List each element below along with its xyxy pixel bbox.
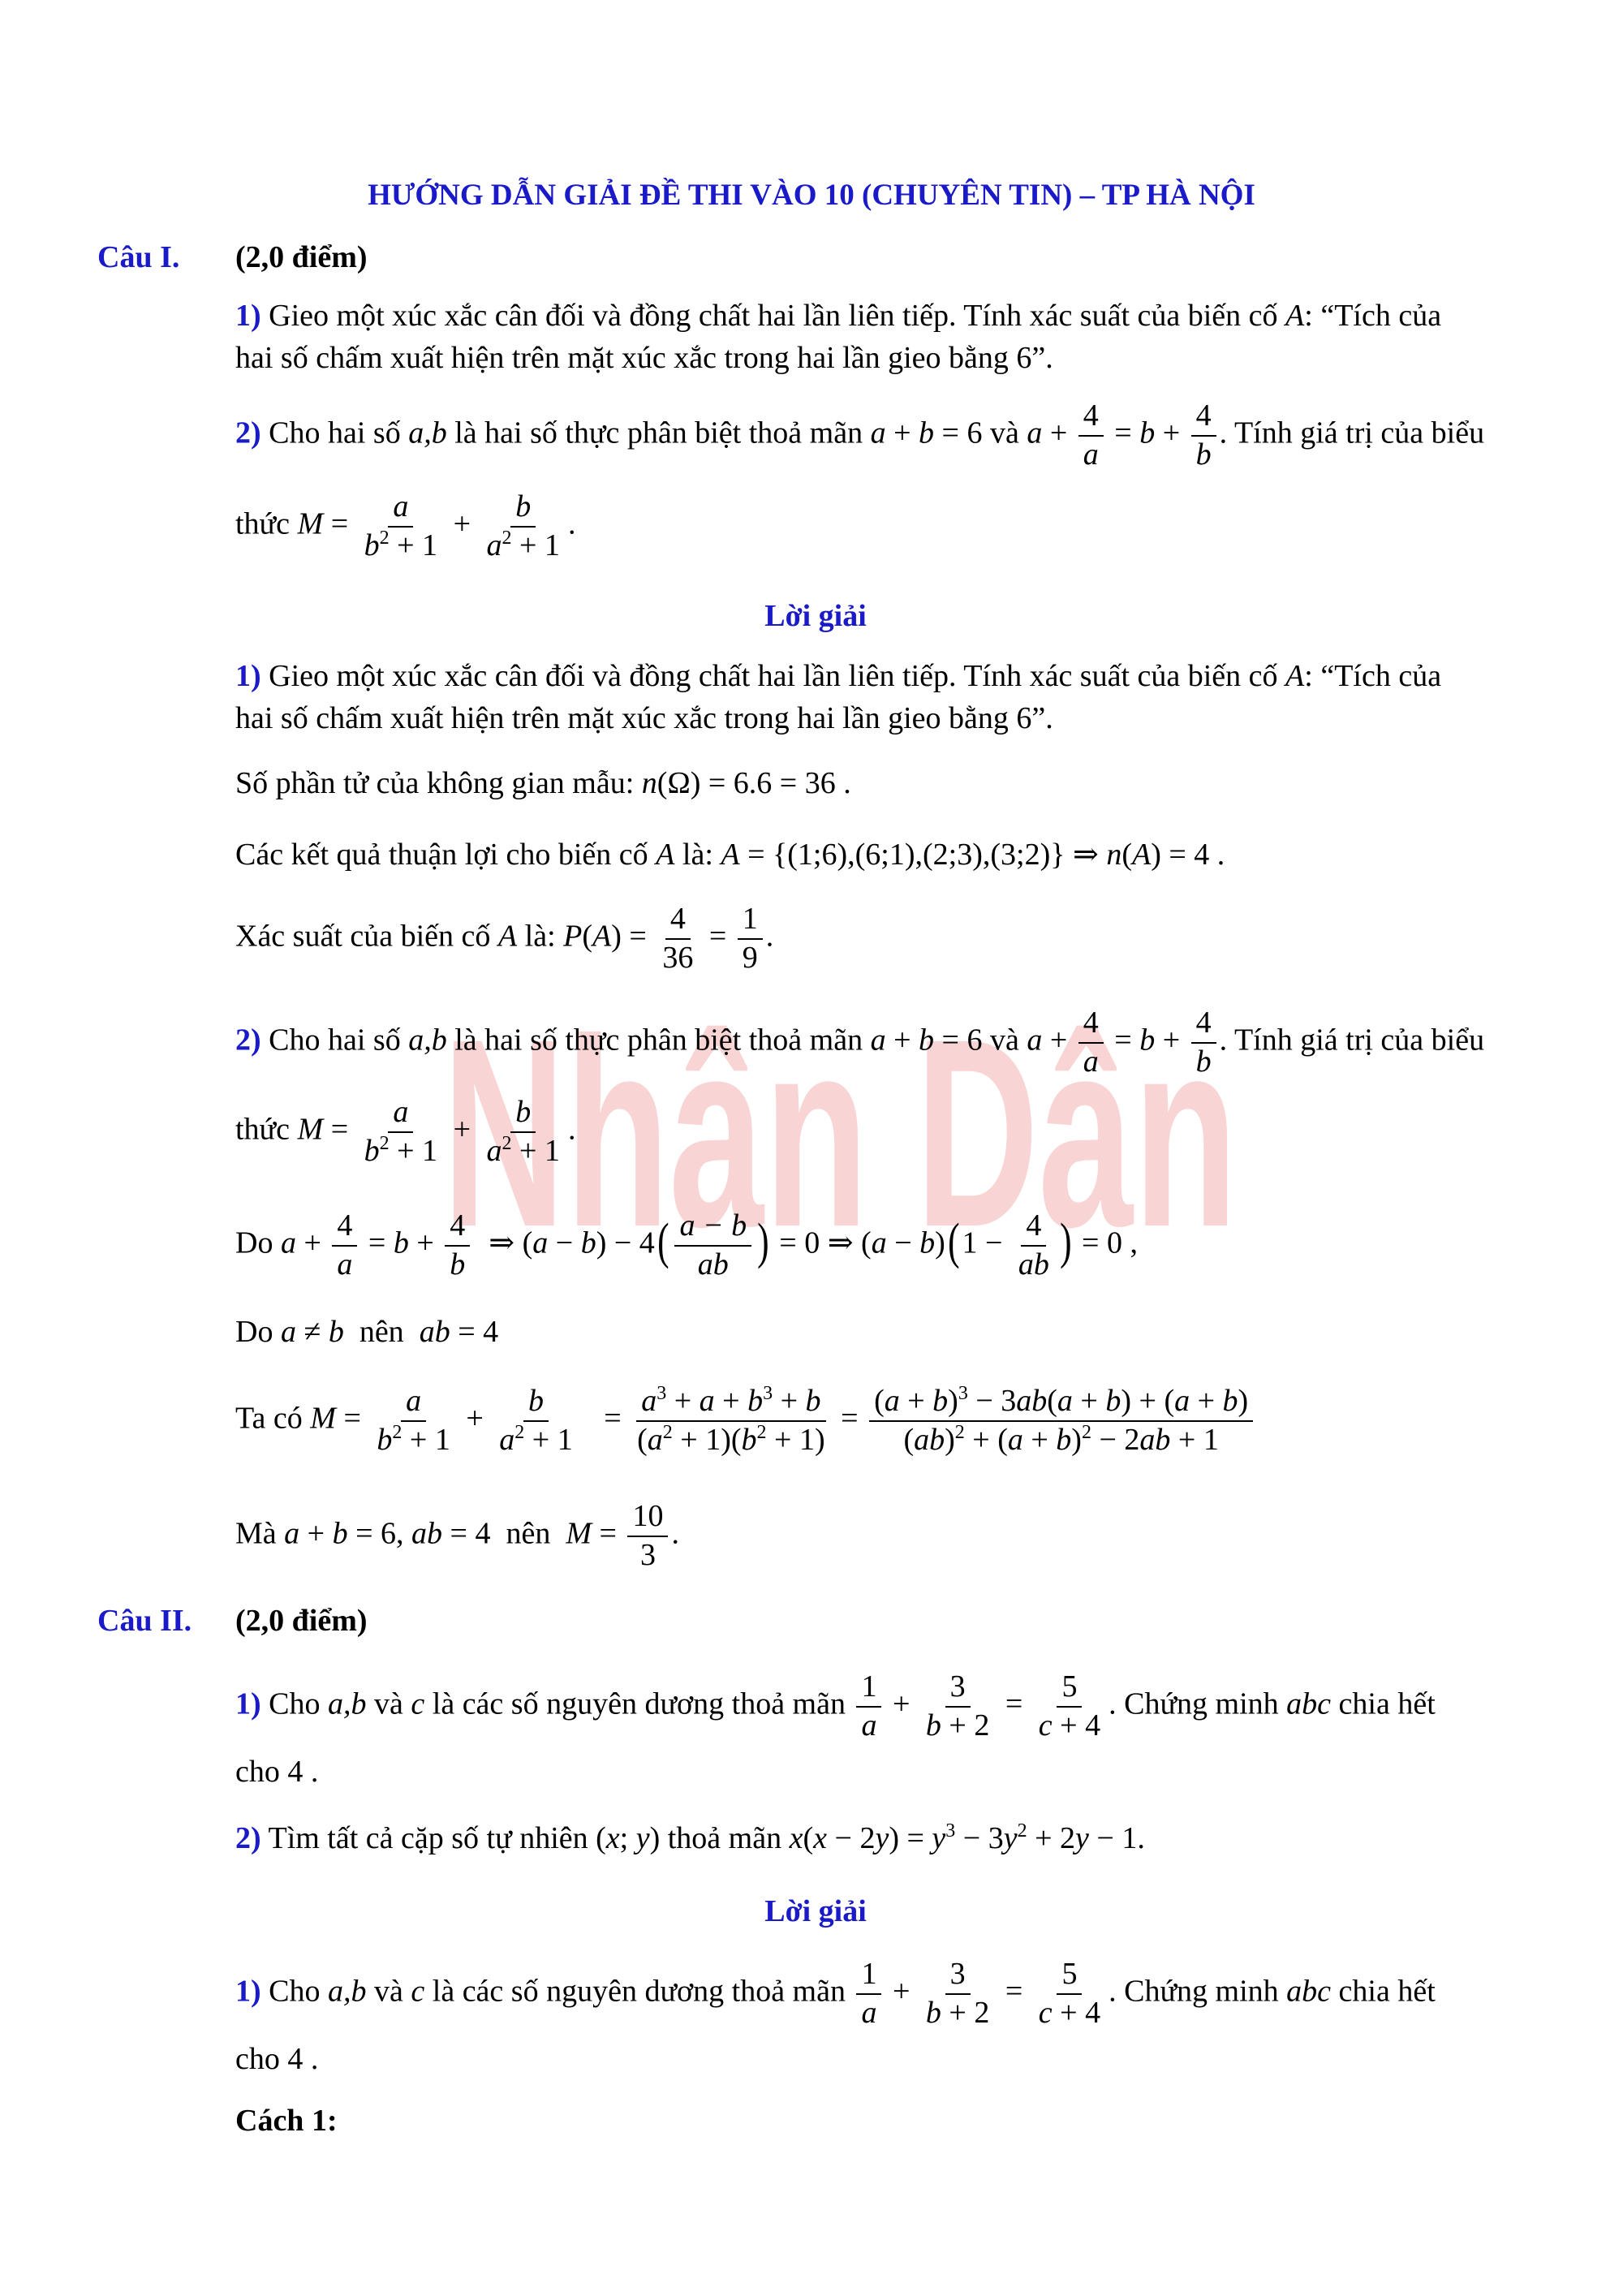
favorable-outcomes-line: Các kết quả thuận lợi cho biến cố A là: A = {(1;6),(6;1),(2;3),(3;2)} ⇒ n(A) = 4 . [235,838,1225,872]
probability-line: Xác suất của biến cố A là: P(A) = $\frac{4}{36}$ = $\frac{1}{9}$ . [235,902,774,975]
q2-part2-line: 2) Tìm tất cả cặp số tự nhiên (x; y) thoả mãn $x(x - 2y) = y^3 - 3y^2 + 2y - 1$. [235,1820,1145,1855]
q1-part2-number: 2) [235,416,261,450]
probability-text: Xác suất của biến cố [235,919,491,954]
q1-part1-number: 1) [235,299,261,333]
q2-sol-part1-number: 1) [235,1974,261,2009]
solution-heading-2: Lời giải [764,1894,867,1928]
q1-sol-part1-number: 1) [235,659,261,693]
question-2-label: Câu II. [97,1604,192,1638]
taco-text: Ta có [235,1401,303,1436]
q2-sol-part1-line1: 1) Cho a,b và c là các số nguyên dương thoả mãn $\frac{1}{a}$ + $\frac{3}{b + 2}$ = $\frac{5}{c + 4}$ . Chứng minh abc chia hết [235,1957,1436,2030]
favorable-outcomes-text: Các kết quả thuận lợi cho biến cố [235,838,648,872]
derivation-line-2: Do a ≠ b nên ab = 4 [235,1315,499,1349]
q1-part1-line2: hai số chấm xuất hiện trên mặt xúc xắc trong hai lần gieo bằng 6”. [235,341,1053,375]
la-text-2: là: [524,919,556,954]
sample-space-text: Số phần tử của không gian mẫu: [235,766,642,800]
q1-part2-text-d: . Tính giá trị của biểu [1219,416,1485,450]
q1-part1-line1: 1) Gieo một xúc xắc cân đối và đồng chất hai lần liên tiếp. Tính xác suất của biến cố A: “Tích của [235,299,1442,333]
q2-part2-text-b: thoả mãn [667,1821,782,1855]
q2-sol-part1-text-a: Cho [269,1974,321,2009]
q1-part2-text-b: là hai số thực phân biệt thoả mãn [454,416,863,450]
q2-sol-part1-line2: cho 4 . [235,2042,319,2076]
q1-sol-part1-text: Gieo một xúc xắc cân đối và đồng chất hai lần liên tiếp. Tính xác suất của biến cố [269,659,1286,693]
q1-part1-text: Gieo một xúc xắc cân đối và đồng chất hai lần liên tiếp. Tính xác suất của biến cố [269,299,1286,333]
ma-text: Mà [235,1516,277,1551]
q2-part1-text-c: là các số nguyên dương thoả mãn [432,1686,846,1721]
svg-text:Nhân Dân: Nhân Dân [442,1002,1238,1262]
q2-part1-text-a: Cho [269,1686,321,1721]
do-text-1: Do [235,1226,273,1260]
q1-sol-part2-line2: thức M = $\frac{a}{b^2 + 1}$ + $\frac{b}{a^2 + 1}$ . [235,1095,576,1168]
page-title: HƯỚNG DẪN GIẢI ĐỀ THI VÀO 10 (CHUYÊN TIN) – TP HÀ NỘI [368,179,1255,212]
la-text-1: là: [682,838,713,872]
q2-part1-text-b: và [374,1686,403,1721]
q1-part2-text-a: Cho hai số [269,416,401,450]
derivation-line-4: Mà a + b = 6, ab = 4 nên M = $\frac{10}{3}$ . [235,1499,679,1572]
q1-sol-part1-line1: 1) Gieo một xúc xắc cân đối và đồng chất hai lần liên tiếp. Tính xác suất của biến cố A: “Tích của [235,659,1442,693]
q2-part2-number: 2) [235,1821,261,1855]
q1-sol-part2-text-d: . Tính giá trị của biểu [1219,1023,1485,1058]
q2-sol-part1-text-c: là các số nguyên dương thoả mãn [432,1974,846,2009]
q1-part2-text-e: thức [235,506,291,541]
q2-sol-part1-text-e: chia hết [1338,1974,1436,2009]
method-1-label: Cách 1: [235,2104,338,2138]
q1-sol-part2-text-e: thức [235,1112,291,1147]
q1-sol-part1-line2: hai số chấm xuất hiện trên mặt xúc xắc trong hai lần gieo bằng 6”. [235,701,1053,735]
q1-sol-part2-text-b: là hai số thực phân biệt thoả mãn [454,1023,863,1058]
do-text-2: Do [235,1315,273,1349]
derivation-line-3: Ta có M = $\frac{a}{b^2 + 1}$ + $\frac{b}{a^2 + 1}$ = $\frac{a^3 + a + b^3 + b}{(a^2 + 1)(b^2 + 1)}$ = $\frac{(a + b)^3 - 3ab(a + b) + (a + b)}{(ab)^2 + (a + b)^2 - 2ab + 1}$ [235,1385,1542,1458]
q1-part2-line1: 2) Cho hai số a,b là hai số thực phân biệt thoả mãn a + b = 6 và a + $\frac{4}{a}$ = b + $\frac{4}{b}$ . Tính giá trị của biểu [235,398,1485,472]
sample-space-line: Số phần tử của không gian mẫu: n(Ω) = 6.6 = 36 . [235,766,851,800]
solution-heading-1: Lời giải [764,599,867,633]
q2-part1-text-d: . Chứng minh [1109,1686,1279,1721]
q2-part1-line1: 1) Cho a,b và c là các số nguyên dương thoả mãn $\frac{1}{a}$ + $\frac{3}{b + 2}$ = $\frac{5}{c + 4}$ . Chứng minh abc chia hết [235,1669,1436,1742]
nen-text-1: nên [359,1315,404,1349]
q1-part2-line2: thức M = $\frac{a}{b^2 + 1}$ + $\frac{b}{a^2 + 1}$ . [235,489,576,562]
q2-part2-text-a: Tìm tất cả cặp số tự nhiên [268,1821,588,1855]
question-1-points: (2,0 điểm) [235,240,368,274]
nen-text-2: nên [506,1516,551,1551]
q1-sol-part1-text-b: : “Tích của [1304,659,1442,693]
q1-part1-text-b: : “Tích của [1304,299,1442,333]
q1-part2-text-c: và [989,416,1019,450]
q2-sol-part1-text-b: và [374,1974,403,2009]
q1-sol-part2-text-c: và [989,1023,1019,1058]
q1-sol-part2-text-a: Cho hai số [269,1023,401,1058]
q2-part1-number: 1) [235,1686,261,1721]
question-2-points: (2,0 điểm) [235,1604,368,1638]
q2-sol-part1-text-d: . Chứng minh [1109,1974,1279,2009]
q2-part1-text-e: chia hết [1338,1686,1436,1721]
question-1-label: Câu I. [97,240,180,274]
q2-part1-line2: cho 4 . [235,1755,319,1789]
q1-sol-part2-number: 2) [235,1023,261,1058]
q1-sol-part2-line1: 2) Cho hai số a,b là hai số thực phân biệt thoả mãn a + b = 6 và a + $\frac{4}{a}$ = b + $\frac{4}{b}$ . Tính giá trị của biểu [235,1006,1485,1079]
derivation-line-1: Do a + $\frac{4}{a}$ = b + $\frac{4}{b}$ ⇒ (a − b) − 4( $\frac{a - b}{ab}$ ) = 0 ⇒ (a − b)(1 − $\frac{4}{ab}$ ) = 0 , [235,1208,1138,1282]
